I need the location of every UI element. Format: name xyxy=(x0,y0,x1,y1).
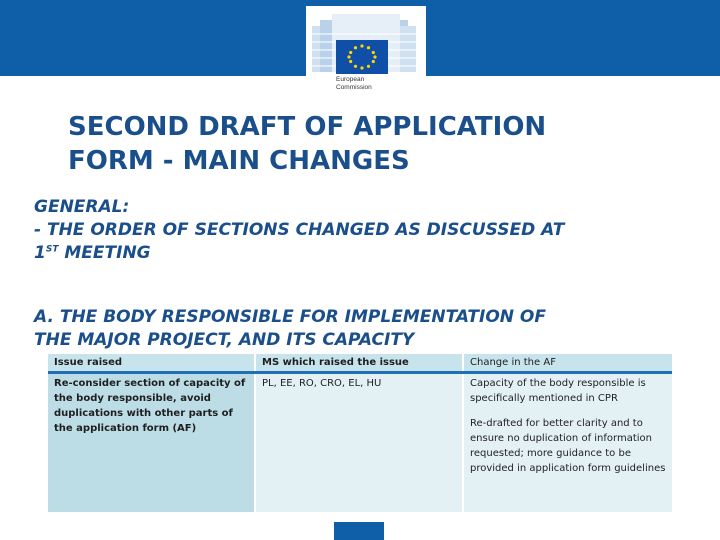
slide-title xyxy=(68,110,688,178)
ordinal-number: 1 xyxy=(34,243,46,263)
title-line: FORM - MAIN CHANGES xyxy=(68,146,410,176)
section-a-line: THE MAJOR PROJECT, AND ITS CAPACITY xyxy=(34,330,415,350)
section-a-heading xyxy=(34,306,694,352)
general-line-rest: MEETING xyxy=(58,243,151,263)
general-line-2 xyxy=(34,242,694,265)
table-header-issue: Issue raised xyxy=(48,354,254,371)
logo-line: European xyxy=(336,76,365,83)
title-line: SECOND DRAFT OF APPLICATION xyxy=(68,112,547,142)
general-line: - THE ORDER OF SECTIONS CHANGED AS DISCUSSED AT xyxy=(34,220,565,240)
change-paragraph: Re-drafted for better clarity and to ensure no duplication of information requested; more guidance to be provided in application form guidelines xyxy=(470,418,666,474)
commission-logo xyxy=(306,6,426,102)
footer-bar xyxy=(334,522,384,540)
logo-line: Commission xyxy=(336,84,372,91)
table-cell-ms: PL, EE, RO, CRO, EL, HU xyxy=(256,374,462,512)
ordinal-suffix: ST xyxy=(45,244,59,255)
general-heading: GENERAL: xyxy=(34,197,130,217)
table-header-ms: MS which raised the issue xyxy=(256,354,462,371)
table-header-change: Change in the AF xyxy=(464,354,672,371)
general-block xyxy=(34,196,694,265)
change-paragraph: Capacity of the body responsible is specifically mentioned in CPR xyxy=(470,378,646,404)
section-a-line: A. THE BODY RESPONSIBLE FOR IMPLEMENTATION OF xyxy=(34,307,546,327)
logo-wordmark xyxy=(336,76,372,92)
table-cell-change xyxy=(464,374,672,512)
table-cell-issue: Re-consider section of capacity of the body responsible, avoid duplications with other parts of the application form (AF) xyxy=(48,374,254,512)
